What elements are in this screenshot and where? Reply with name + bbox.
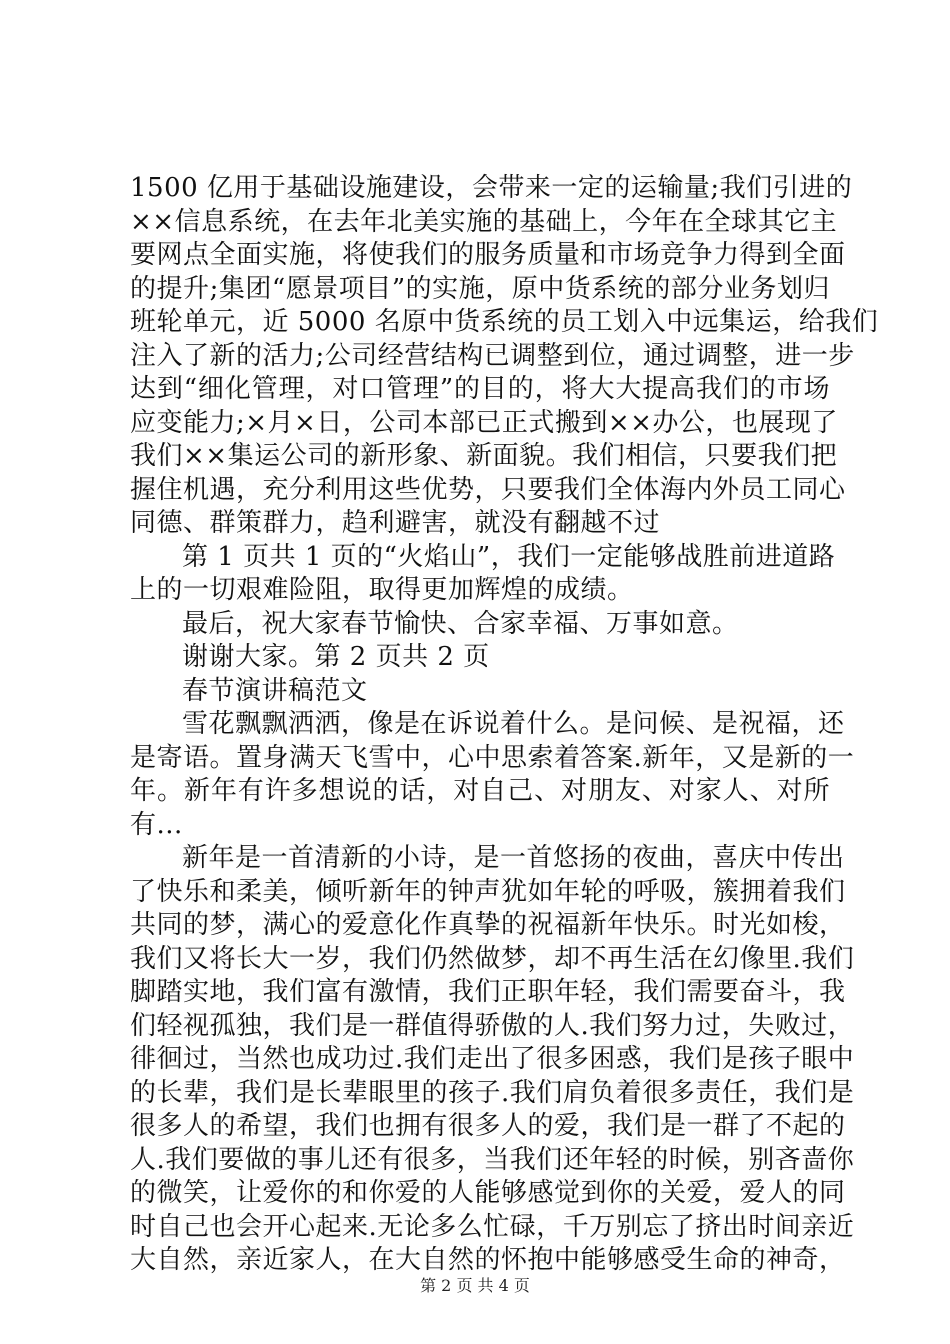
text-line: 春节演讲稿范文	[182, 675, 368, 706]
text-line: 班轮单元，近 5000 名原中货系统的员工划入中远集运，给我们	[130, 307, 879, 337]
text-line: ××信息系统，在去年北美实施的基础上，今年在全球其它主	[130, 206, 838, 237]
text-line: 1500 亿用于基础设施建设，会带来一定的运输量;我们引进的	[130, 173, 853, 203]
text-line: 徘徊过，当然也成功过.我们走出了很多困惑，我们是孩子眼中	[130, 1044, 855, 1074]
text-line: 达到“细化管理，对口管理”的目的，将大大提高我们的市场	[130, 374, 830, 404]
text-line: 上的一切艰难险阻，取得更加辉煌的成绩。	[130, 575, 634, 605]
text-line: 握住机遇，充分利用这些优势，只要我们全体海内外员工同心	[130, 474, 846, 505]
text-line: 共同的梦，满心的爱意化作真挚的祝福新年快乐。时光如梭，	[130, 910, 846, 940]
text-line: 时自己也会开心起来.无论多么忙碌，千万别忘了挤出时间亲近	[130, 1211, 855, 1242]
text-line: 要网点全面实施，将使我们的服务质量和市场竞争力得到全面	[130, 240, 846, 270]
text-line: 很多人的希望，我们也拥有很多人的爱，我们是一群了不起的	[130, 1111, 846, 1141]
text-line: 是寄语。置身满天飞雪中，心中思索着答案.新年，又是新的一	[130, 742, 855, 773]
document-body	[130, 172, 879, 1278]
text-line: 最后，祝大家春节愉快、合家幸福、万事如意。	[182, 608, 739, 639]
text-line: 我们××集运公司的新形象、新面貌。我们相信，只要我们把	[130, 441, 838, 471]
text-line: 的提升;集团“愿景项目”的实施，原中货系统的部分业务划归	[130, 273, 830, 304]
text-line: 第 1 页共 1 页的“火焰山”，我们一定能够战胜前进道路	[182, 541, 836, 572]
text-line: 我们又将长大一岁，我们仍然做梦，却不再生活在幻像里.我们	[130, 943, 855, 974]
text-line: 人.我们要做的事儿还有很多，当我们还年轻的时候，别吝啬你	[130, 1144, 855, 1175]
text-line: 了快乐和柔美，倾听新年的钟声犹如年轮的呼吸，簇拥着我们	[130, 876, 846, 907]
text-line: 年。新年有许多想说的话，对自己、对朋友、对家人、对所	[130, 776, 830, 806]
text-line: 注入了新的活力;公司经营结构已调整到位，通过调整，进一步	[130, 340, 855, 371]
text-line: 的长辈，我们是长辈眼里的孩子.我们肩负着很多责任，我们是	[130, 1077, 855, 1108]
text-line: 应变能力;×月×日，公司本部已正式搬到××办公，也展现了	[130, 407, 838, 438]
text-line: 同德、群策群力，趋利避害，就没有翻越不过	[130, 508, 661, 538]
text-line: 脚踏实地，我们富有激情，我们正职年轻，我们需要奋斗，我	[130, 977, 846, 1007]
text-line: 雪花飘飘洒洒，像是在诉说着什么。是问候、是祝福，还	[182, 709, 845, 739]
page-footer: 第 2 页 共 4 页	[420, 1276, 530, 1295]
text-line: 新年是一首清新的小诗，是一首悠扬的夜曲，喜庆中传出	[182, 843, 845, 873]
text-line: 们轻视孤独，我们是一群值得骄傲的人.我们努力过，失败过，	[130, 1010, 855, 1041]
text-line: 的微笑，让爱你的和你爱的人能够感觉到你的关爱，爱人的同	[130, 1178, 846, 1208]
text-line: 有...	[130, 809, 183, 840]
text-line: 大自然，亲近家人，在大自然的怀抱中能够感受生命的神奇，	[130, 1245, 846, 1275]
text-line: 谢谢大家。第 2 页共 2 页	[182, 642, 490, 672]
